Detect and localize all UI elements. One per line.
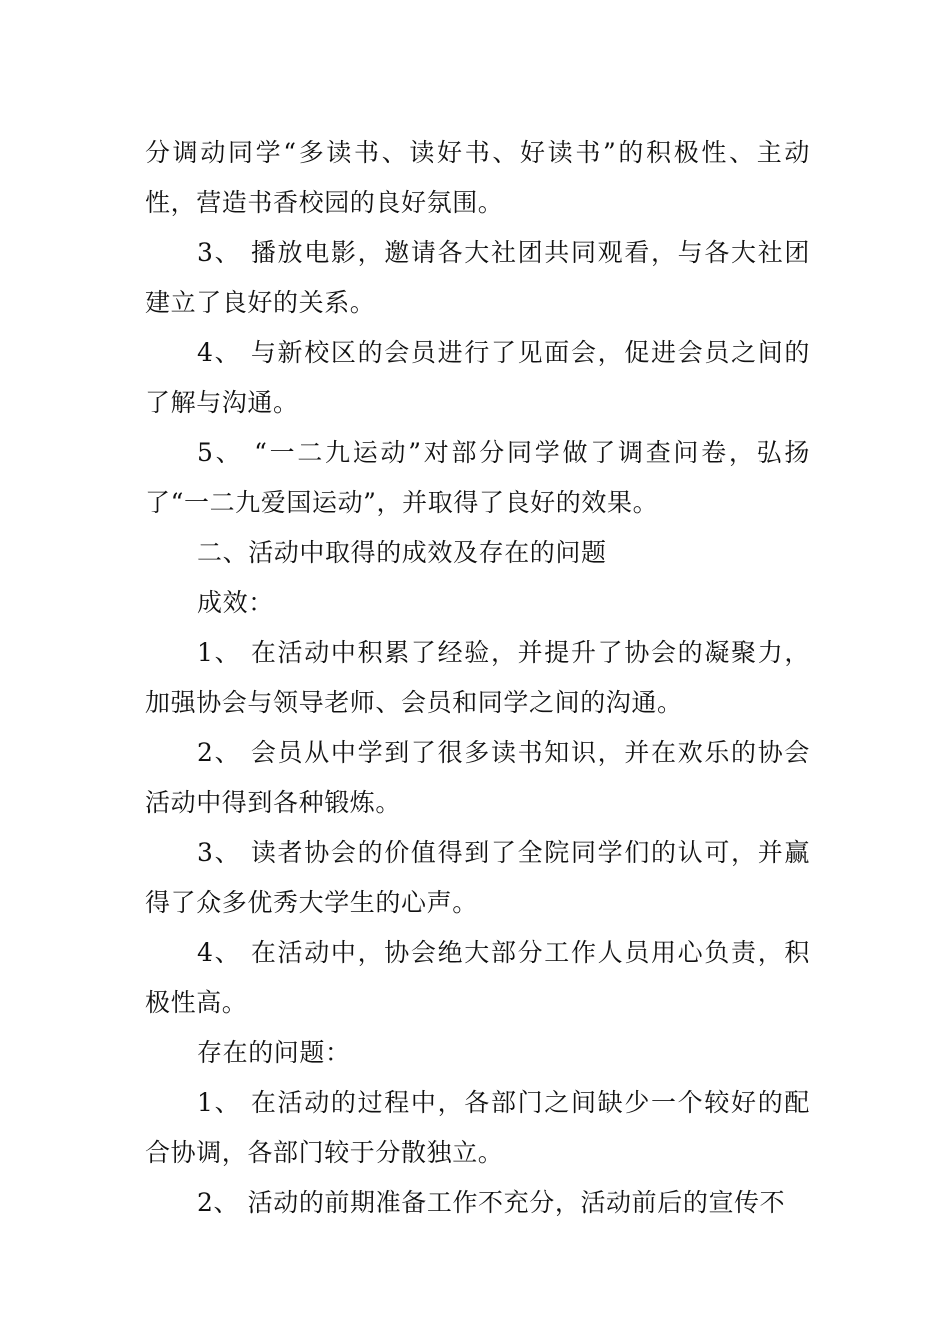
paragraph-result-4: 4、 在活动中，协会绝大部分工作人员用心负责，积极性高。 (145, 938, 810, 1017)
paragraph-issue-1: 1、 在活动的过程中，各部门之间缺少一个较好的配合协调，各部门较于分散独立。 (145, 1088, 810, 1167)
paragraph-item-3-movie: 3、 播放电影，邀请各大社团共同观看，与各大社团建立了良好的关系。 (145, 238, 810, 317)
paragraph-item-4-meeting: 4、 与新校区的会员进行了见面会，促进会员之间的了解与沟通。 (145, 338, 810, 417)
paragraph-result-3: 3、 读者协会的价值得到了全院同学们的认可，并赢得了众多优秀大学生的心声。 (145, 838, 810, 917)
paragraph-result-2: 2、 会员从中学到了很多读书知识，并在欢乐的协会活动中得到各种锻炼。 (145, 738, 810, 817)
subheading-issues: 存在的问题： (197, 1038, 351, 1067)
paragraph-result-1: 1、 在活动中积累了经验，并提升了协会的凝聚力，加强协会与领导老师、会员和同学之间的沟通。 (145, 638, 810, 717)
document-body (145, 128, 810, 1228)
paragraph-item-5-survey: 5、 “一二九运动”对部分同学做了调查问卷，弘扬了“一二九爱国运动”，并取得了良好的效果。 (145, 438, 810, 517)
paragraph-continuation: 分调动同学“多读书、读好书、好读书”的积极性、主动性，营造书香校园的良好氛围。 (145, 138, 810, 217)
section-heading-results-issues: 二、活动中取得的成效及存在的问题 (197, 538, 607, 567)
subheading-results: 成效： (197, 588, 274, 617)
paragraph-issue-2: 2、 活动的前期准备工作不充分，活动前后的宣传不 (197, 1188, 786, 1217)
